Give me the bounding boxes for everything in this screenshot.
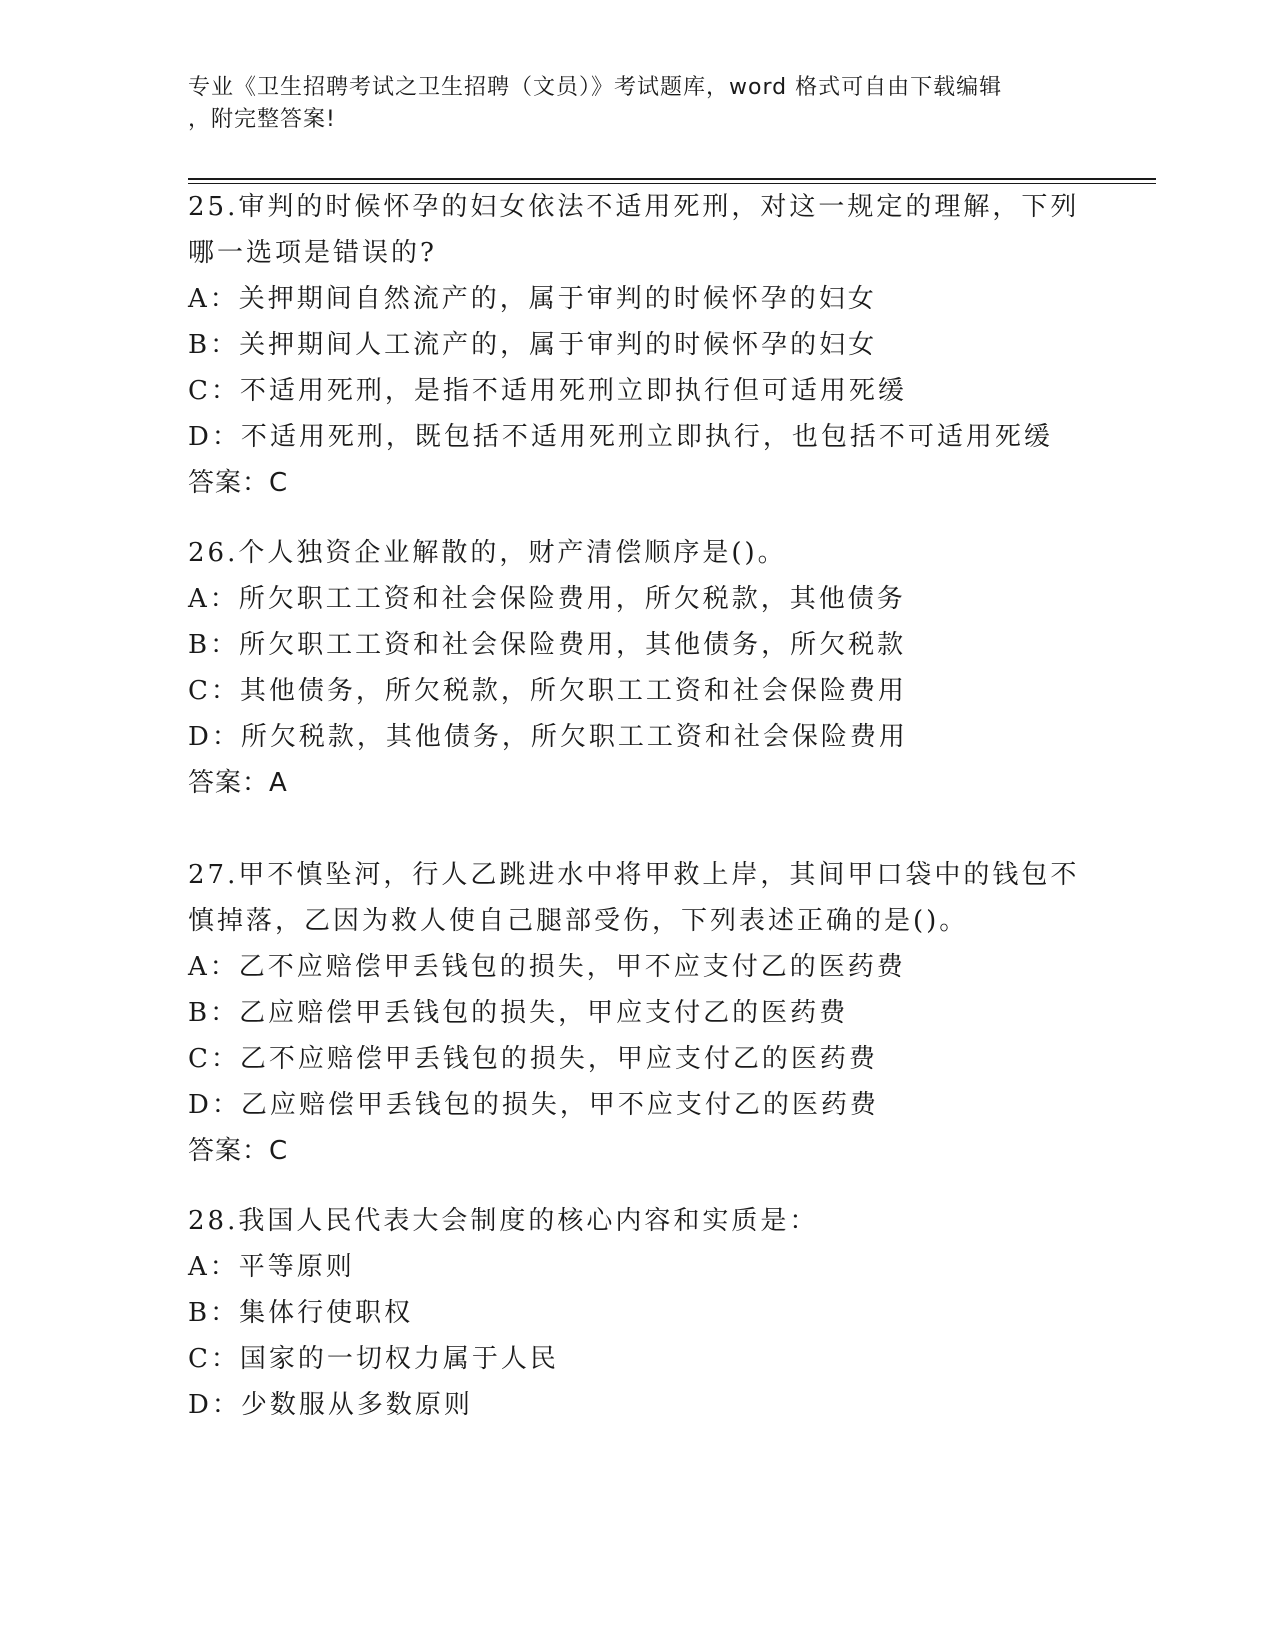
- header-rule-thick: [188, 178, 1156, 180]
- option-d: D：所欠税款，其他债务，所欠职工工资和社会保险费用: [188, 722, 908, 752]
- option-d: D：少数服从多数原则: [188, 1390, 473, 1420]
- option-a: A：乙不应赔偿甲丢钱包的损失，甲不应支付乙的医药费: [188, 952, 906, 982]
- option-a: A：平等原则: [188, 1252, 355, 1282]
- option-a: A：关押期间自然流产的，属于审判的时候怀孕的妇女: [188, 284, 877, 314]
- option-c: C：不适用死刑，是指不适用死刑立即执行但可适用死缓: [188, 376, 907, 406]
- option-d: D：不适用死刑，既包括不适用死刑立即执行，也包括不可适用死缓: [188, 422, 1053, 452]
- option-c: C：其他债务，所欠税款，所欠职工工资和社会保险费用: [188, 676, 907, 706]
- answer-line: 答案：C: [188, 1136, 289, 1166]
- answer-line: 答案：A: [188, 768, 288, 798]
- question-stem: 26.个人独资企业解散的，财产清偿顺序是()。: [188, 538, 787, 568]
- option-b: B：乙应赔偿甲丢钱包的损失，甲应支付乙的医药费: [188, 998, 849, 1028]
- question-26: [188, 530, 1088, 806]
- option-b: B：所欠职工工资和社会保险费用，其他债务，所欠税款: [188, 630, 907, 660]
- question-stem: 28.我国人民代表大会制度的核心内容和实质是：: [188, 1206, 819, 1236]
- question-25: [188, 184, 1088, 506]
- header-line-2: ，附完整答案!: [188, 107, 336, 132]
- option-c: C：国家的一切权力属于人民: [188, 1344, 559, 1374]
- question-28: [188, 1198, 1088, 1428]
- answer-line: 答案：C: [188, 468, 289, 498]
- option-d: D：乙应赔偿甲丢钱包的损失，甲不应支付乙的医药费: [188, 1090, 879, 1120]
- header-line-1: 专业《卫生招聘考试之卫生招聘（文员）》考试题库，word 格式可自由下载编辑: [188, 75, 1003, 100]
- question-stem-continued: 慎掉落，乙因为救人使自己腿部受伤，下列表述正确的是()。: [188, 906, 969, 936]
- question-stem: 27.甲不慎坠河，行人乙跳进水中将甲救上岸，其间甲口袋中的钱包不: [188, 860, 1080, 890]
- option-a: A：所欠职工工资和社会保险费用，所欠税款，其他债务: [188, 584, 906, 614]
- document-header: [188, 72, 1068, 136]
- question-27: [188, 852, 1088, 1174]
- question-stem: 25.审判的时候怀孕的妇女依法不适用死刑，对这一规定的理解，下列: [188, 192, 1080, 222]
- option-b: B：集体行使职权: [188, 1298, 414, 1328]
- question-stem-continued: 哪一选项是错误的?: [188, 238, 437, 268]
- option-c: C：乙不应赔偿甲丢钱包的损失，甲应支付乙的医药费: [188, 1044, 878, 1074]
- option-b: B：关押期间人工流产的，属于审判的时候怀孕的妇女: [188, 330, 878, 360]
